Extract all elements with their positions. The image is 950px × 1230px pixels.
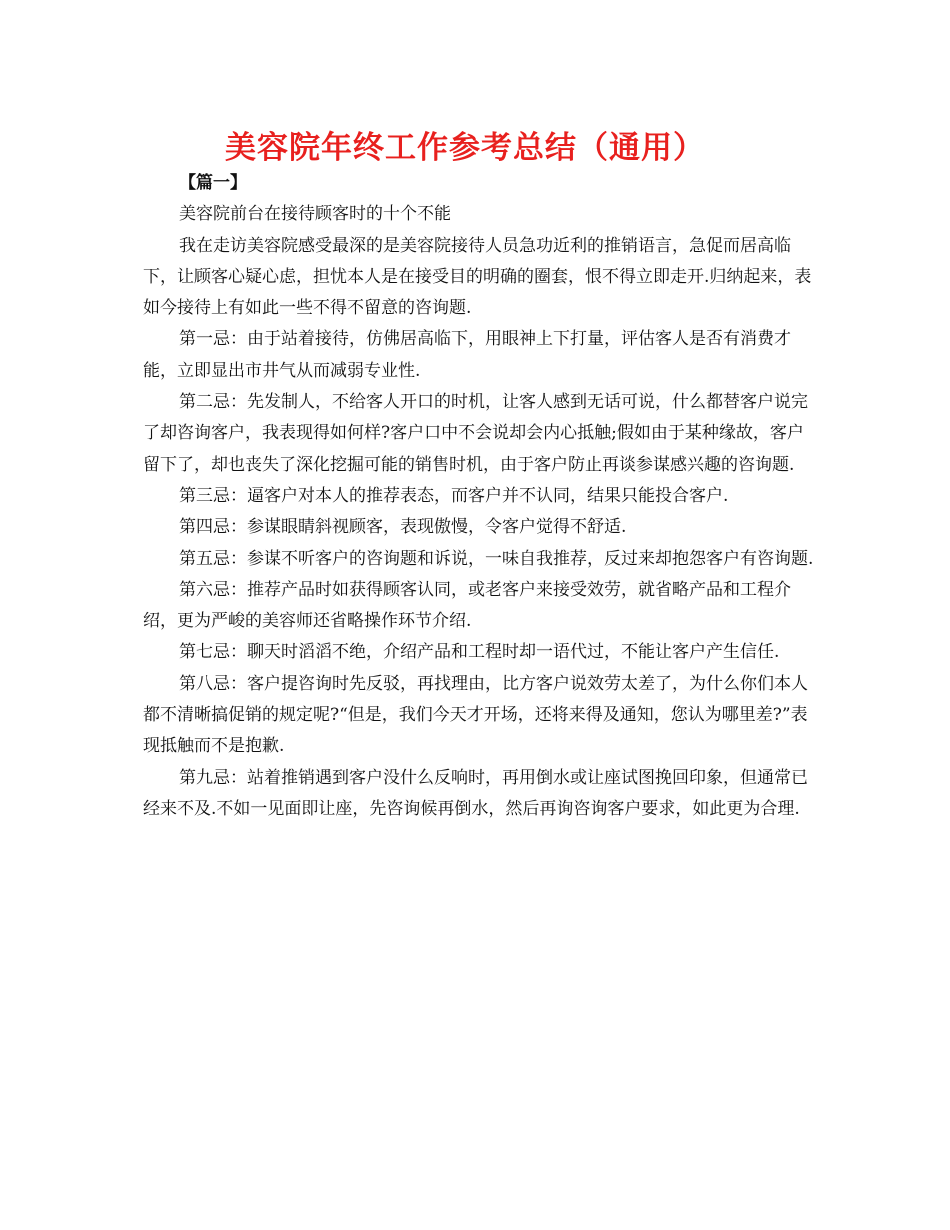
section-label: 【篇一】 bbox=[179, 173, 247, 193]
paragraph: 第五忌：参谋不听客户的咨询题和诉说，一味自我推荐，反过来却抱怨客户有咨询题. bbox=[179, 548, 814, 569]
paragraph: 美容院前台在接待顾客时的十个不能 bbox=[179, 204, 451, 225]
paragraph: 第六忌：推荐产品时如获得顾客认同，或老客户来接受效劳，就省略产品和工程介绍，更为严峻的美容师还省略操作环节介绍. bbox=[143, 579, 791, 632]
paragraph: 第一忌：由于站着接待，仿佛居高临下，用眼神上下打量，评估客人是否有消费才能，立即显出市井气从而减弱专业性. bbox=[143, 329, 791, 381]
document-body bbox=[143, 168, 815, 825]
paragraph: 第三忌：逼客户对本人的推荐表态，而客户并不认同，结果只能投合客户. bbox=[179, 485, 729, 506]
paragraph: 第四忌：参谋眼睛斜视顾客，表现傲慢，令客户觉得不舒适. bbox=[179, 517, 627, 538]
paragraph: 第二忌：先发制人，不给客人开口的时机，让客人感到无话可说，什么都替客户说完了却咨询客户，我表现得如何样?客户口中不会说却会内心抵触;假如由于某种缘故，客户留下了，却也丧失了深化挖掘可能的销售时机，由于客户防止再谈参谋感兴趣的咨询题. bbox=[143, 392, 808, 475]
paragraph: 第九忌：站着推销遇到客户没什么反响时，再用倒水或让座试图挽回印象，但通常已经来不及.不如一见面即让座，先咨询候再倒水，然后再询咨询客户要求，如此更为合理. bbox=[143, 767, 808, 819]
paragraph: 第七忌：聊天时滔滔不绝，介绍产品和工程时却一语代过，不能让客户产生信任. bbox=[179, 642, 780, 663]
paragraph: 我在走访美容院感受最深的是美容院接待人员急功近利的推销语言，急促而居高临下，让顾客心疑心虑，担忧本人是在接受目的明确的圈套，恨不得立即走开.归纳起来，表如今接待上有如此一些不得不留意的咨询题. bbox=[143, 235, 812, 319]
paragraph: 第八忌：客户提咨询时先反驳，再找理由，比方客户说效劳太差了，为什么你们本人都不清晰搞促销的规定呢?“但是，我们今天才开场，还将来得及通知，您认为哪里差?”表现抵触而不是抱歉. bbox=[143, 673, 808, 757]
document-title: 美容院年终工作参考总结（通用） bbox=[225, 130, 705, 166]
